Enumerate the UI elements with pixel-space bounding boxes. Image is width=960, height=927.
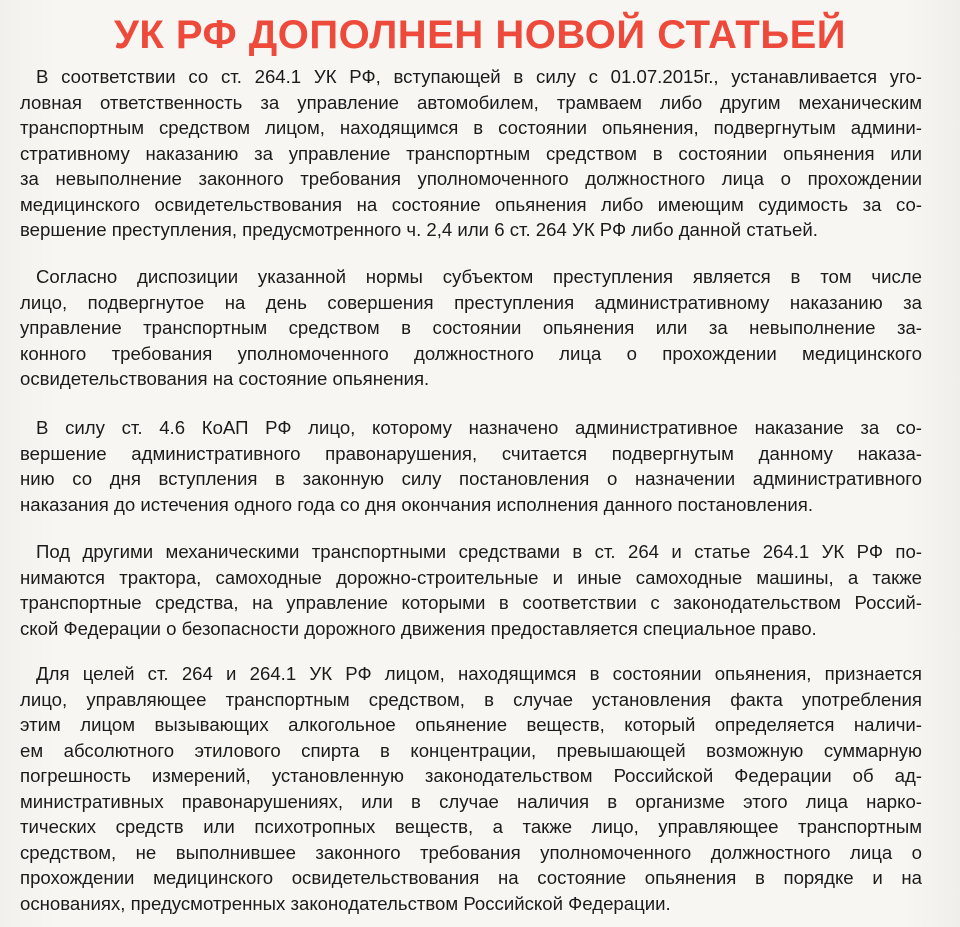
article-title: УК РФ ДОПОЛНЕН НОВОЙ СТАТЬЕЙ [113,13,847,57]
paragraph-line: министративных правонарушениях, или в случае наличия в организме этого лица нарко- [20,790,922,812]
paragraph-line: стративному наказанию за управление транспортным средством в состоянии опьянения или [20,142,922,164]
paragraph-line: погрешность измерений, установленную законодательством Российской Федерации об ад- [20,765,922,786]
paragraph-line: лицо, подвергнутое на день совершения преступления административному наказанию за [20,291,922,313]
paragraph-line: управление транспортным средством в состоянии опьянения или за невыполнение за- [20,317,922,338]
paragraph-line: нимаются трактора, самоходные дорожно-строительные и иные самоходные машины, а также [20,566,922,588]
paragraph-line: Под другими механическими транспортными средствами в ст. 264 и статье 264.1 УК РФ по- [36,541,922,562]
paragraph-line: освидетельствования на состояние опьянения. [20,368,430,389]
paragraph-line: В соответствии со ст. 264.1 УК РФ, вступающей в силу с 01.07.2015г., устанавливается уго- [36,66,922,87]
paragraph-line: за невыполнение законного требования уполномоченного должностного лица о прохождении [20,168,922,189]
paragraph-line: нию со дня вступления в законную силу постановления о назначении административного [20,468,922,489]
paragraph-line: медицинского освидетельствования на состояние опьянения либо имеющим судимость за со- [20,193,922,215]
paragraph-line: ловная ответственность за управление автомобилем, трамваем либо другим механическим [20,91,922,113]
paragraph-3 [20,415,922,517]
paragraph-line: лицо, управляющее транспортным средством, в случае установления факта употребления [20,688,922,710]
paragraph-line: вершение административного правонарушения, считается подвергнутым данному наказа- [20,442,922,464]
paragraph-line: прохождении медицинского освидетельствования на состояние опьянения в порядке и на [20,867,922,888]
paragraph-line: Согласно диспозиции указанной нормы субъектом преступления является в том числе [36,266,922,287]
paragraph-line: тических средств или психотропных веществ, а также лицо, управляющее транспортным [20,816,922,837]
paragraph-1 [20,64,922,243]
paragraph-line: В силу ст. 4.6 КоАП РФ лицо, которому назначено административное наказание за со- [36,417,922,438]
paragraph-line: транспортным средством лицом, находящимся в состоянии опьянения, подвергнутым админи- [20,117,922,138]
paragraph-line: основаниях, предусмотренных законодательством Российской Федерации. [20,892,671,914]
paragraph-line: наказания до истечения одного года со дня окончания исполнения данного постановления. [20,493,814,515]
paragraph-2 [20,264,922,392]
paragraph-4 [20,539,922,641]
paragraph-5 [20,661,922,916]
paragraph-line: транспортные средства, на управление которыми в соответствии с законодательством Россий- [20,592,922,613]
paragraph-line: этим лицом вызывающих алкогольное опьянение веществ, который определяется наличи- [20,714,922,735]
paragraph-line: средством, не выполнившее законного требования уполномоченного должностного лица о [20,841,922,863]
paragraph-line: ской Федерации о безопасности дорожного движения предоставляется специальное право. [20,617,817,639]
paragraph-line: ем абсолютного этилового спирта в концентрации, превышающей возможную суммарную [20,739,922,761]
paragraph-line: Для целей ст. 264 и 264.1 УК РФ лицом, находящимся в состоянии опьянения, признается [36,663,922,684]
paragraph-line: вершение преступления, предусмотренного ч. 2,4 или 6 ст. 264 УК РФ либо данной статьей. [20,219,818,240]
paragraph-line: конного требования уполномоченного должностного лица о прохождении медицинского [20,342,922,364]
